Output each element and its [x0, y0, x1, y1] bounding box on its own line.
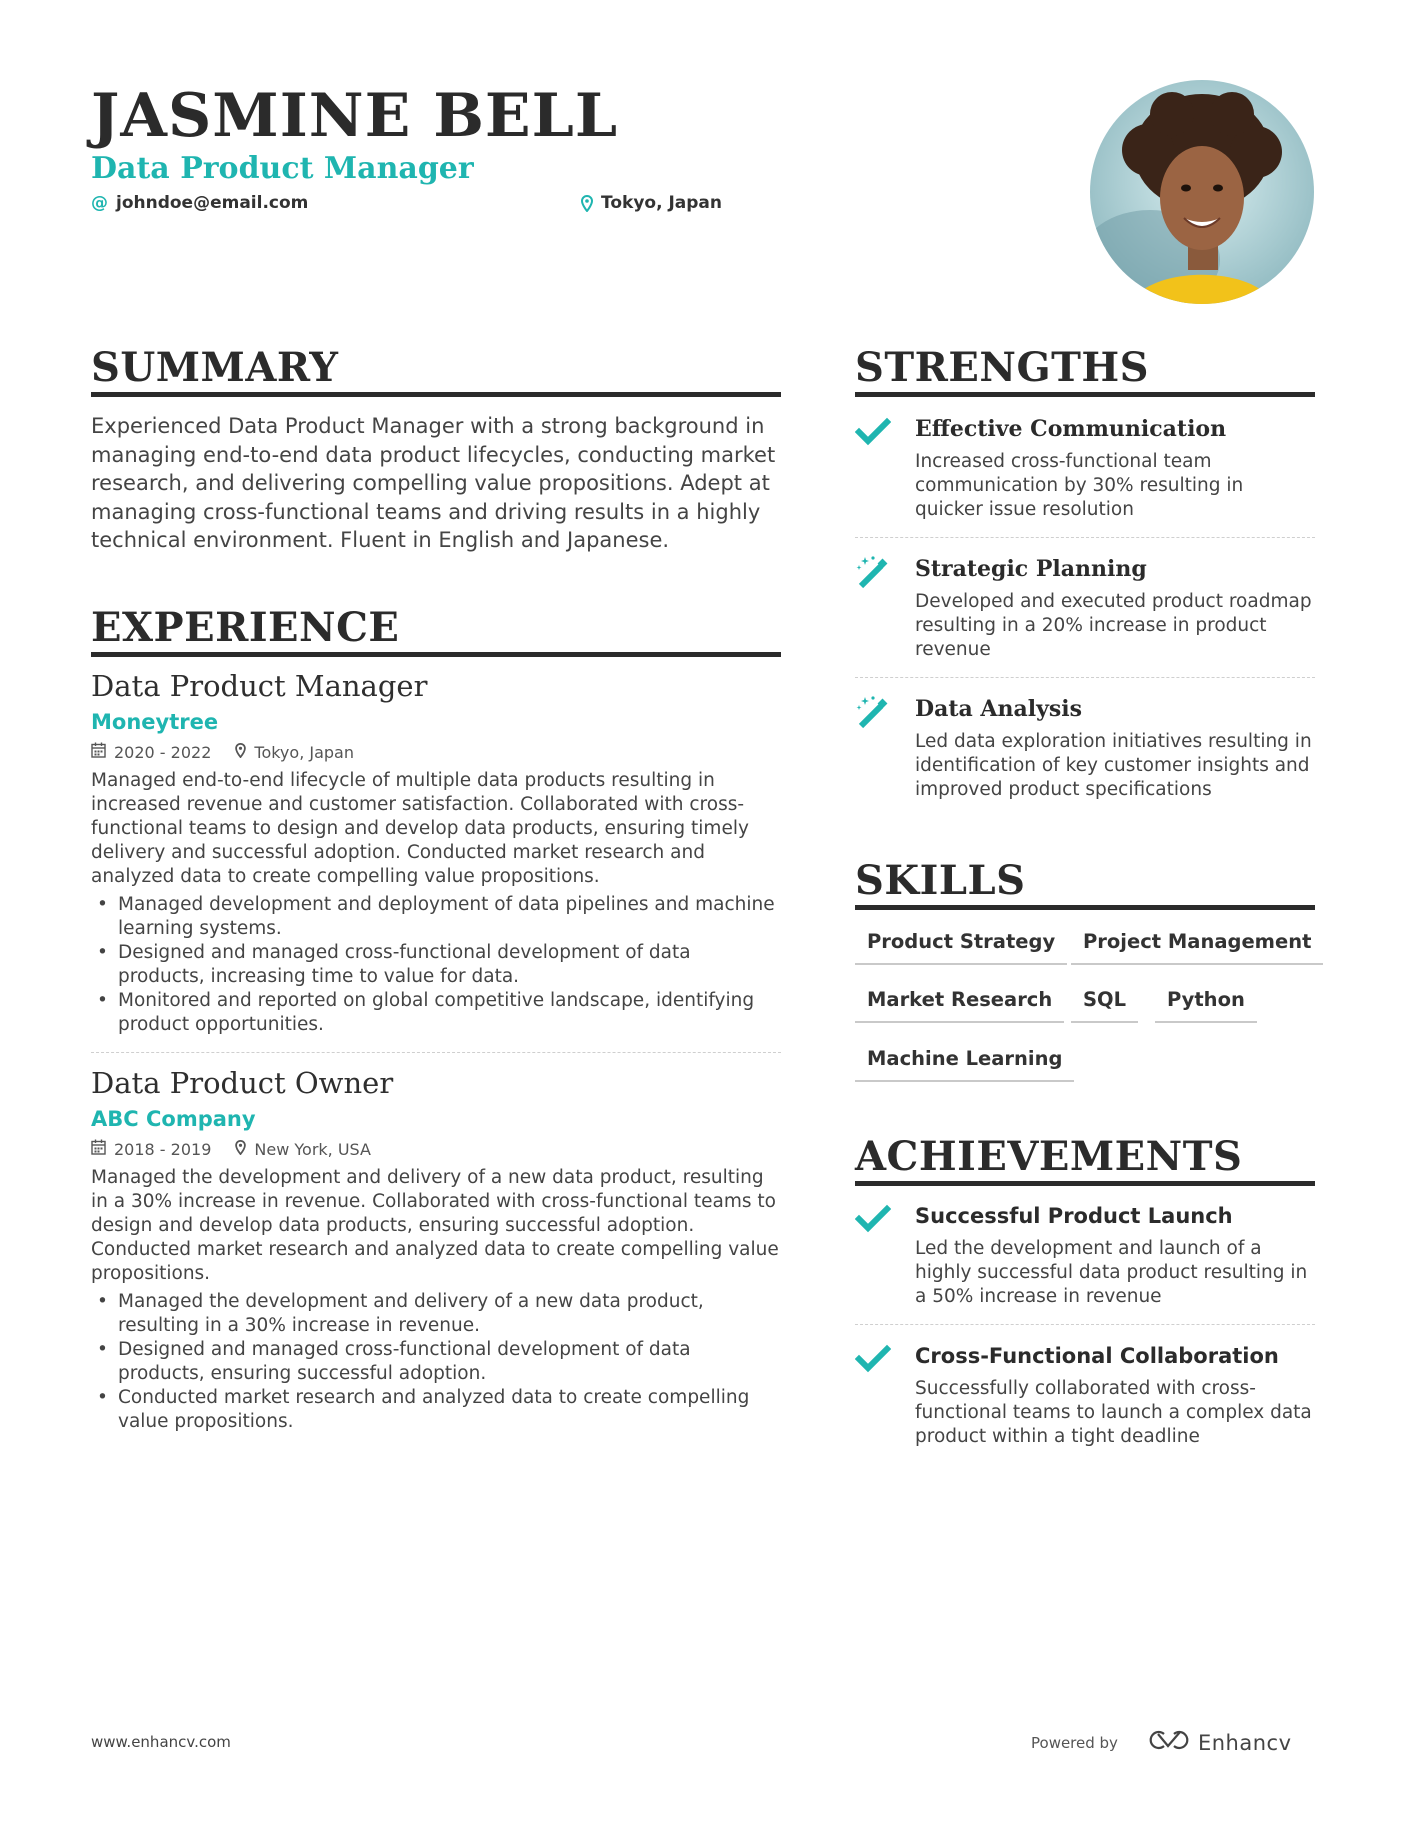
contact-email[interactable]: [91, 192, 308, 214]
bullet-item: • Managed the development and delivery of a new data product, resulting in a 30% increase in revenue.: [91, 1290, 781, 1338]
magic-wand-icon: [855, 554, 891, 590]
job-title: Data Product Owner: [91, 1066, 394, 1100]
summary-text: Experienced Data Product Manager with a strong background in managing end-to-end data product lifecycles, conducting market research, and delivering compelling value propositions. Adept at managing cross-functional teams and driving results in a highly technical environment. Fluent in English and Japanese.: [91, 414, 776, 552]
experience-rule: [91, 652, 781, 657]
skill-tag: Product Strategy: [855, 929, 1067, 965]
summary-rule: [91, 392, 781, 397]
bullet-item: • Monitored and reported on global competitive landscape, identifying product opportunities.: [91, 989, 781, 1037]
skill-tag: Python: [1155, 987, 1257, 1023]
magic-wand-icon: [855, 694, 891, 730]
strength-item: [855, 694, 1315, 804]
enhancv-logo-text: Enhancv: [1197, 1730, 1292, 1755]
job-description: Managed the development and delivery of a new data product, resulting in a 30% increase in revenue. Collaborated with cross-functional teams to design and develop data products, ensuring successful adoption. Conducted market research and analyzed data to create compelling value propositions.: [91, 1167, 779, 1284]
company-name[interactable]: Moneytree: [91, 710, 219, 734]
strength-divider: [855, 537, 1315, 538]
strength-title: Effective Communication: [915, 416, 1227, 442]
achievement-description: Successfully collaborated with cross-functional teams to launch a complex data product within a tight deadline: [915, 1378, 1312, 1447]
map-pin-icon: [581, 195, 593, 212]
map-pin-icon: [235, 1140, 246, 1160]
skill-tag: SQL: [1071, 987, 1138, 1023]
footer-website-link[interactable]: www.enhancv.com: [91, 1733, 231, 1751]
skill-tag: Machine Learning: [855, 1046, 1074, 1082]
enhancv-logo-icon: [1144, 1728, 1190, 1757]
skill-tag: Project Management: [1071, 929, 1323, 965]
location-text: Tokyo, Japan: [254, 742, 354, 762]
achievement-item: [855, 1201, 1315, 1311]
job-location: [235, 1140, 371, 1160]
experience-entry: [91, 1065, 781, 1434]
checkmark-icon: [855, 414, 891, 450]
strength-title: Data Analysis: [915, 696, 1082, 722]
checkmark-icon: [855, 1341, 891, 1377]
powered-by-label: Powered by: [1031, 1733, 1118, 1752]
contact-location: [581, 192, 722, 214]
skills-heading: SKILLS: [855, 857, 1026, 904]
achievement-item: [855, 1341, 1315, 1451]
skill-tag: Market Research: [855, 987, 1064, 1023]
strength-title: Strategic Planning: [915, 556, 1147, 582]
map-pin-icon: [235, 743, 246, 763]
job-bullets: [91, 1290, 781, 1434]
achievement-description: Led the development and launch of a highly successful data product resulting in a 50% increase in revenue: [915, 1238, 1308, 1307]
profile-photo: [1090, 80, 1314, 304]
bullet-item: • Designed and managed cross-functional development of data products, ensuring successful adoption.: [91, 1338, 781, 1386]
checkmark-icon: [855, 1201, 891, 1237]
strength-item: [855, 414, 1315, 524]
job-dates: [91, 1139, 211, 1160]
location-text: Tokyo, Japan: [601, 193, 723, 213]
email-text: johndoe@email.com: [116, 193, 309, 213]
job-meta: [91, 742, 781, 763]
footer-branding: [1031, 1728, 1292, 1757]
strength-divider: [855, 677, 1315, 678]
experience-divider: [91, 1052, 781, 1053]
bullet-item: • Designed and managed cross-functional development of data products, increasing time to value for data.: [91, 941, 781, 989]
candidate-role: Data Product Manager: [91, 151, 474, 186]
skills-rule: [855, 905, 1315, 910]
dates-text: 2018 - 2019: [114, 1139, 212, 1159]
strength-description: Increased cross-functional team communication by 30% resulting in quicker issue resolution: [915, 451, 1244, 520]
strength-description: Developed and executed product roadmap resulting in a 20% increase in product revenue: [915, 591, 1312, 660]
job-description: Managed end-to-end lifecycle of multiple data products resulting in increased revenue and customer satisfaction. Collaborated with cross-functional teams to design and develop data products, ensuring timely delivery and successful adoption. Conducted market research and analyzed data to create compelling value propositions.: [91, 770, 749, 887]
experience-entry: [91, 668, 781, 1037]
job-bullets: [91, 893, 781, 1037]
candidate-name: JASMINE BELL: [91, 81, 619, 151]
bullet-item: • Conducted market research and analyzed data to create compelling value propositions.: [91, 1386, 781, 1434]
achievements-rule: [855, 1181, 1315, 1186]
calendar-icon: [91, 742, 106, 763]
location-text: New York, USA: [254, 1139, 371, 1159]
job-dates: [91, 742, 211, 763]
strengths-rule: [855, 392, 1315, 397]
achievements-heading: ACHIEVEMENTS: [855, 1133, 1243, 1180]
experience-heading: EXPERIENCE: [91, 604, 400, 651]
achievement-divider: [855, 1324, 1315, 1325]
job-meta: [91, 1139, 781, 1160]
bullet-item: • Managed development and deployment of data pipelines and machine learning systems.: [91, 893, 781, 941]
calendar-icon: [91, 1139, 106, 1160]
at-sign-icon: @: [91, 193, 108, 213]
strength-description: Led data exploration initiatives resulting in identification of key customer insights and improved product specifications: [915, 731, 1312, 800]
enhancv-logo[interactable]: [1144, 1728, 1292, 1757]
job-title: Data Product Manager: [91, 669, 428, 703]
achievement-title: Successful Product Launch: [915, 1204, 1233, 1228]
company-name[interactable]: ABC Company: [91, 1107, 256, 1131]
strengths-heading: STRENGTHS: [855, 344, 1150, 391]
achievement-title: Cross-Functional Collaboration: [915, 1344, 1279, 1368]
job-location: [235, 743, 354, 763]
strength-item: [855, 554, 1315, 664]
summary-heading: SUMMARY: [91, 344, 339, 391]
dates-text: 2020 - 2022: [114, 742, 212, 762]
